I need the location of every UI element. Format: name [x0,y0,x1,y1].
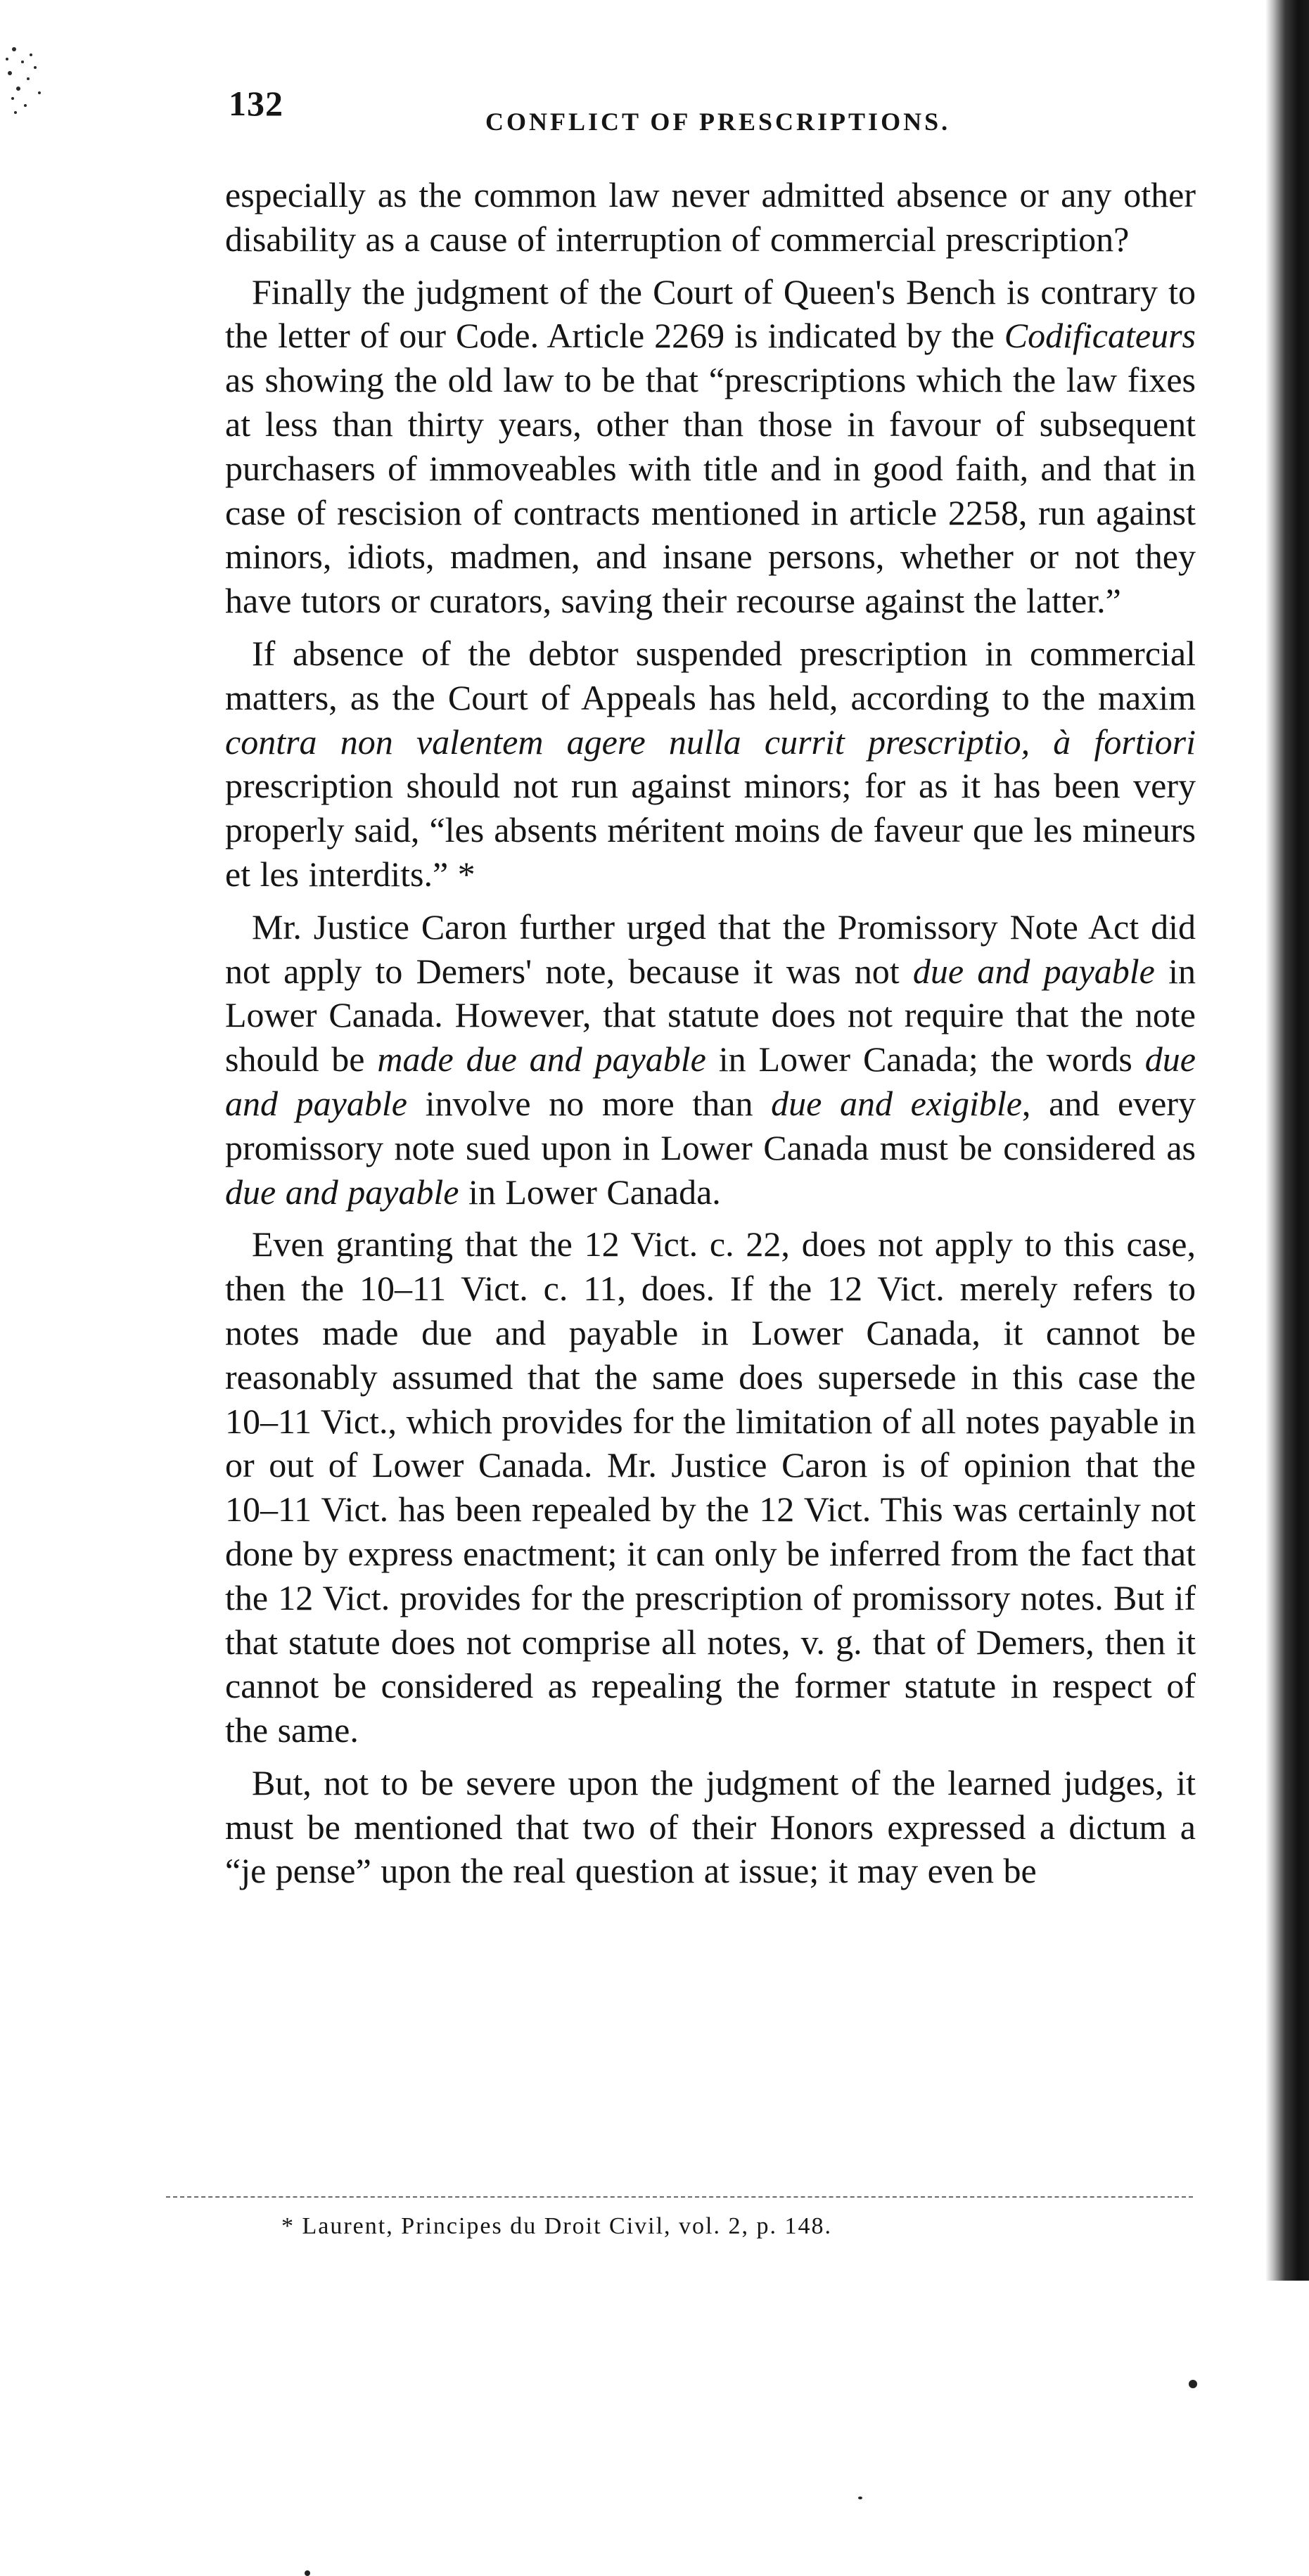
paragraph [225,1222,1196,1752]
running-head: CONFLICT OF PRESCRIPTIONS. [485,108,951,136]
page-number: 132 [229,84,283,123]
scan-edge-right [1265,0,1309,2281]
footnote-rule [166,2196,1193,2198]
italic-run: due and payable [225,1172,459,1212]
speck [858,2497,862,2499]
text-run: If absence of the debtor suspended prescription in commercial matters, as the Court of Appeals has held, according to the maxim [225,633,1196,717]
text-run: Mr. Justice Caron further urged that the Promissory Note Act did not apply to Demers' note, because it was not [225,906,1196,991]
footnote: * Laurent, Principes du Droit Civil, vol. 2, p. 148. [281,2213,832,2239]
text-run: Even granting that the 12 Vict. c. 22, does not apply to this case, then the 10–11 Vict. c. 11, does. If the 12 Vict. merely refers to notes made due and payable in Lower Canada, it cannot be reasonably assumed that the same does supersede in this case the 10–11 Vict., which provides for the limitation of all notes payable in or out of Lower Canada. Mr. Justice Caron is of opinion that the 10–11 Vict. has been repealed by the 12 Vict. This was certainly not done by express enactment; it can only be inferred from the fact that the 12 Vict. provides for the prescription of promissory notes. But if that statute does not comprise all notes, v. g. that of Demers, then it cannot be considered as repealing the former statute in respect of the same. [225,1224,1196,1750]
italic-run: Codificateurs [1004,316,1196,356]
paragraph [225,905,1196,1215]
italic-run: due and payable [225,1039,1196,1123]
text-run: prescription should not run against minors; for as it has been very properly said, “les absents méritent moins de faveur que les mineurs et les interdits.” * [225,766,1196,894]
italic-run: due and payable [912,951,1155,991]
speck [1189,2380,1197,2388]
speck [305,2570,310,2576]
italic-run: due and exigible [771,1083,1022,1123]
text-run: in Lower Canada; the words [705,1039,1145,1079]
paragraph [225,1761,1196,1893]
italic-run: contra non valentem agere nulla currit prescriptio, à fortiori [225,722,1196,762]
paragraph [225,173,1196,262]
scan-edge-left-mark [0,0,84,183]
italic-run: made due and payable [377,1039,706,1079]
paragraph [225,270,1196,623]
text-run: But, not to be severe upon the judgment of the learned judges, it must be mentioned that two of their Honors expressed a dictum a “je pense” upon the real question at issue; it may even be [225,1762,1196,1891]
text-run: Finally the judgment of the Court of Queen's Bench is contrary to the letter of our Code. Article 2269 is indicated by the [225,271,1196,356]
text-run: in Lower Canada. However, that statute does not require that the note should be [225,951,1196,1079]
text-run: especially as the common law never admitted absence or any other disability as a cause of interruption of commercial prescription? [225,175,1196,259]
body-text [225,173,1196,1902]
text-run: involve no more than [407,1083,772,1123]
text-run: , and every promissory note sued upon in Lower Canada must be considered as [225,1083,1196,1167]
text-run: as showing the old law to be that “prescriptions which the law fixes at less than thirty years, other than those in favour of subsequent purchasers of immoveables with title and in good faith, and that in case of rescision of contracts mentioned in article 2258, run against minors, idiots, madmen, and insane persons, whether or not they have tutors or curators, saving their recourse against the latter.” [225,360,1196,621]
text-run: in Lower Canada. [459,1172,721,1212]
paragraph [225,632,1196,897]
